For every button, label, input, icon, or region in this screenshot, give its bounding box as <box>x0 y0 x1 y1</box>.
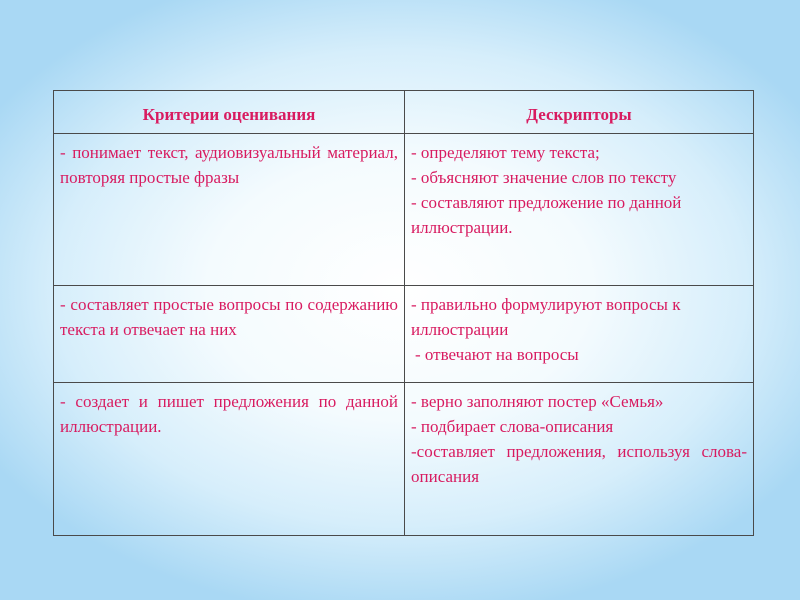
criteria-table <box>53 90 754 536</box>
criterion-cell <box>54 383 405 536</box>
table-row <box>54 286 754 383</box>
descriptor-item: - правильно формулируют вопросы к иллюстрации <box>411 295 681 339</box>
descriptor-item: - определяют тему текста; <box>411 143 600 162</box>
header-descriptors: Дескрипторы <box>405 91 754 134</box>
descriptor-item: - отвечают на вопросы <box>415 345 579 364</box>
descriptor-item: - верно заполняют постер «Семья» <box>411 392 664 411</box>
descriptor-item: - объясняют значение слов по тексту <box>411 168 677 187</box>
criterion-cell <box>54 134 405 286</box>
table-row <box>54 134 754 286</box>
descriptors-cell <box>405 286 754 383</box>
descriptor-item: -составляет предложения, используя слова-описания <box>411 442 747 486</box>
table-row <box>54 383 754 536</box>
criterion-text: - понимает текст, аудиовизуальный материал, повторяя простые фразы <box>60 143 398 187</box>
descriptors-cell <box>405 134 754 286</box>
criterion-text: - создает и пишет предложения по данной иллюстрации. <box>60 392 398 436</box>
criterion-cell <box>54 286 405 383</box>
table-header-row <box>54 91 754 134</box>
header-criteria: Критерии оценивания <box>54 91 405 134</box>
criterion-text: - составляет простые вопросы по содержанию текста и отвечает на них <box>60 295 398 339</box>
descriptors-cell <box>405 383 754 536</box>
descriptor-item: - подбирает слова-описания <box>411 417 614 436</box>
descriptor-item: - составляют предложение по данной иллюстрации. <box>411 193 682 237</box>
